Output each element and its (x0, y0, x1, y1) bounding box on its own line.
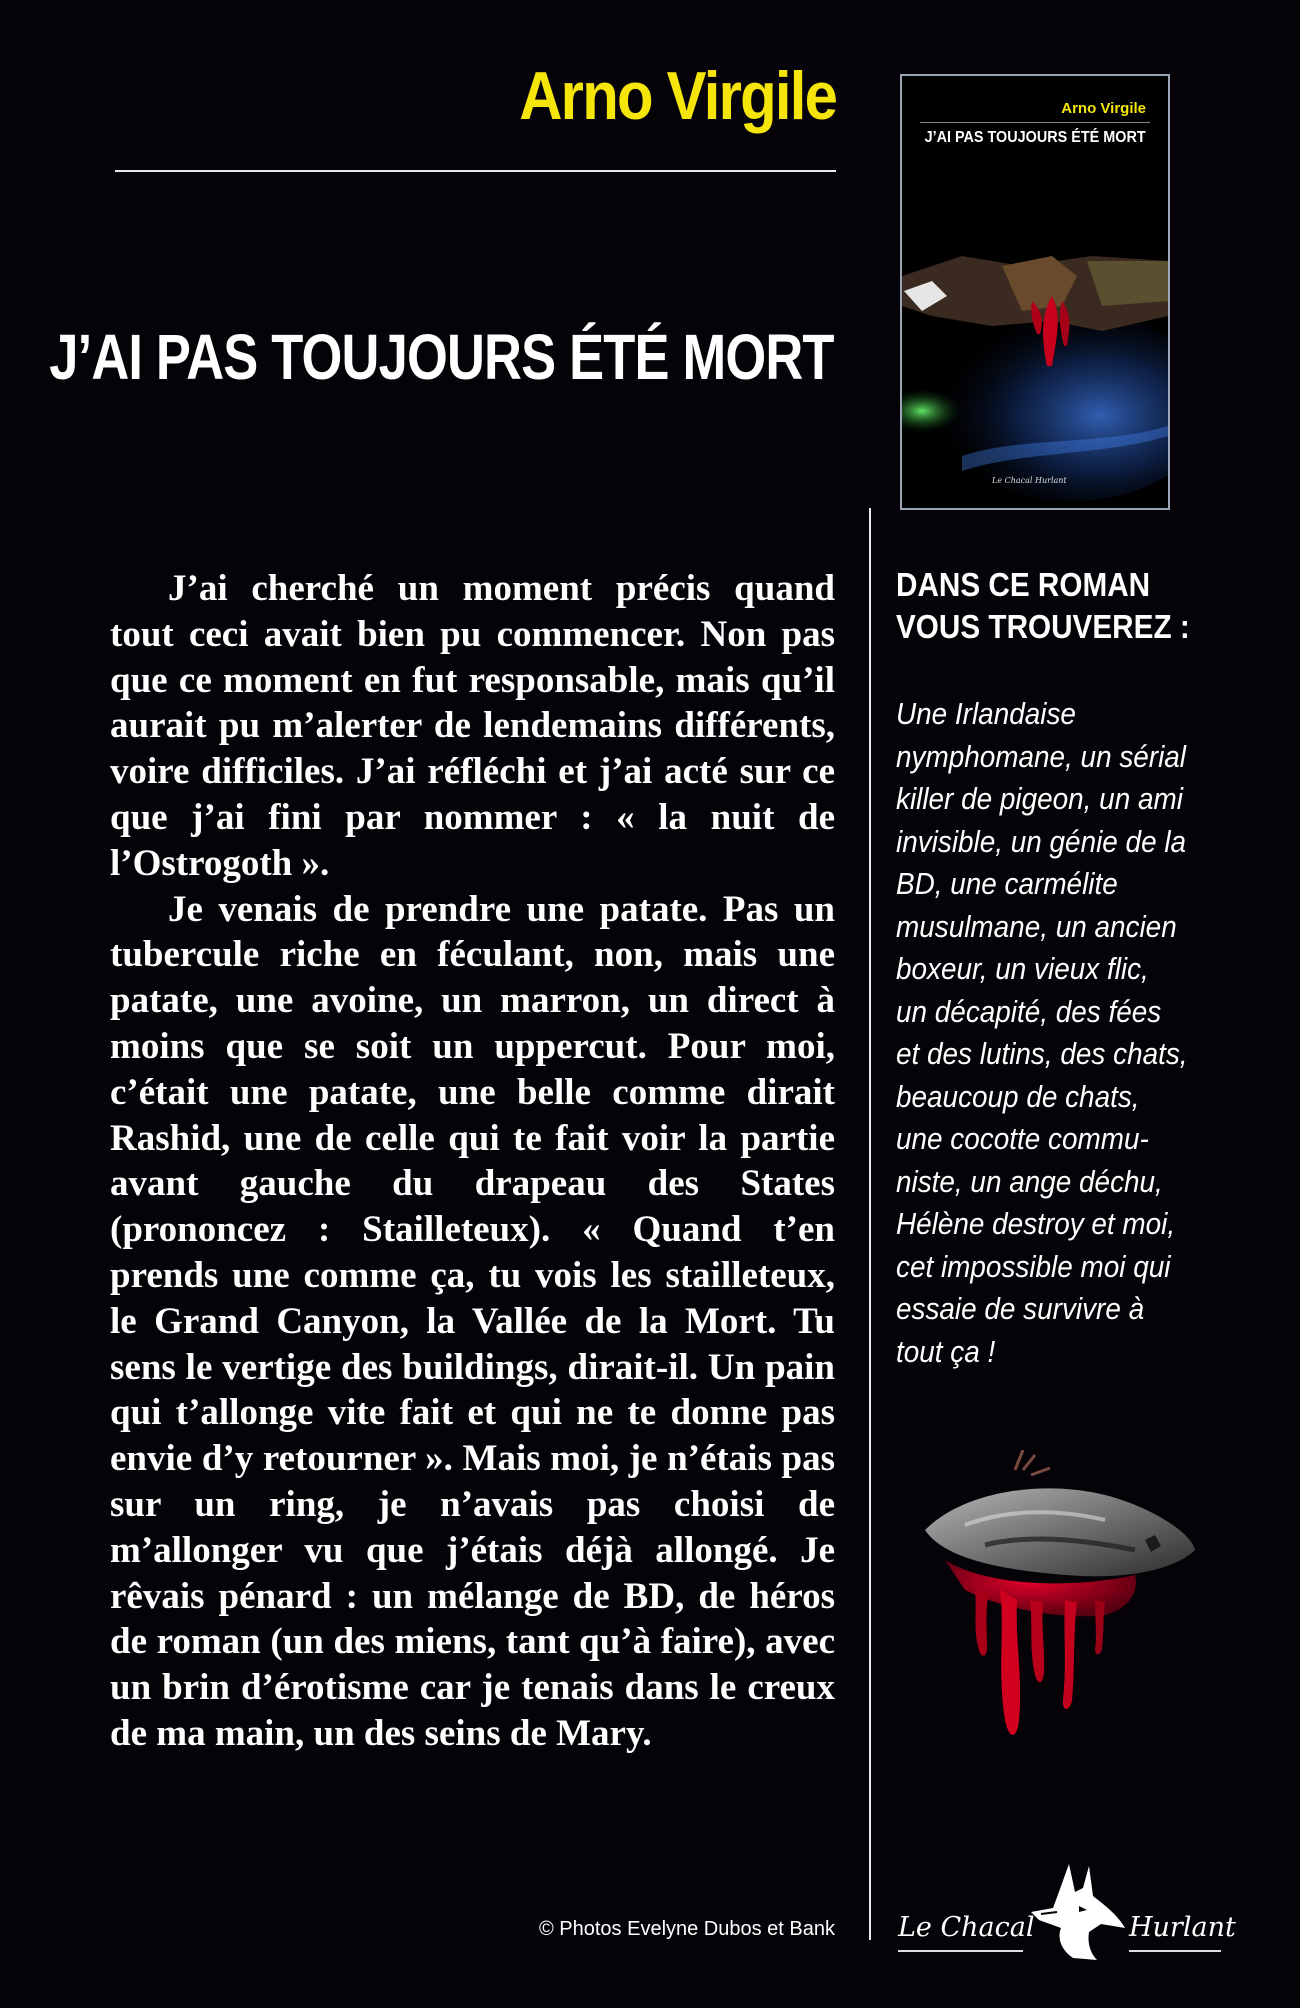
photo-credit: © Photos Evelyne Dubos et Bank (538, 1918, 835, 1940)
sidebar-line: invisible, un génie de la (896, 823, 1187, 859)
header-rule (115, 170, 836, 172)
sidebar-line: un décapité, des fées (896, 993, 1162, 1029)
cover-illustration (902, 256, 1168, 510)
sidebar-line: killer de pigeon, un ami (896, 781, 1183, 816)
publisher-name-left: Le Chacal (898, 1912, 1035, 1943)
publisher-underline-left (898, 1950, 1023, 1952)
sidebar-line: Hélène destroy et moi, (896, 1206, 1176, 1241)
cover-title: J’AI PAS TOUJOURS ÉTÉ MORT (924, 129, 1146, 146)
excerpt-text (110, 566, 835, 1757)
sidebar-line: boxeur, un vieux flic, (896, 951, 1149, 986)
publisher-name-right: Hurlant (1129, 1912, 1236, 1943)
sidebar-line: tout ça ! (896, 1333, 996, 1369)
dead-pigeon-illustration (905, 1450, 1205, 1780)
sidebar-line: essaie de survivre à (896, 1291, 1145, 1326)
sidebar-line: beaucoup de chats, (896, 1078, 1140, 1114)
book-cover (900, 74, 1170, 510)
publisher-logo (893, 1862, 1236, 1962)
sidebar-heading-line-2: VOUS TROUVEREZ : (896, 608, 1190, 645)
column-divider (869, 508, 871, 1940)
author-name: Arno Virgile (519, 58, 836, 134)
book-title: J’AI PAS TOUJOURS ÉTÉ MORT (49, 321, 834, 393)
sidebar-heading-line-1: DANS CE ROMAN (896, 566, 1151, 603)
sidebar-line: nymphomane, un sérial (896, 738, 1187, 774)
sidebar-line: et des lutins, des chats, (896, 1036, 1188, 1071)
sidebar-line: niste, un ange déchu, (896, 1163, 1163, 1199)
sidebar-line: Une Irlandaise (896, 696, 1076, 731)
sidebar-heading (896, 564, 1202, 648)
publisher-underline-right (1129, 1950, 1221, 1952)
cover-publisher-logo: Le Chacal Hurlant (992, 476, 1067, 485)
excerpt-paragraph-1: J’ai cherché un moment précis quand tout ceci avait bien pu commencer. Non pas que ce moment en fut responsable, mais qu’il aurait pu m’alerter de lendemains différents, voire difficiles. J’ai réfléchi et j’ai acté sur ce que j’ai fini par nommer : « la nuit de l’Ostrogoth ». (110, 568, 835, 884)
excerpt-paragraph-2: Je venais de prendre une patate. Pas un tubercule riche en féculant, non, mais une patate, une avoine, un marron, un direct à moins que se soit un uppercut. Pour moi, c’était une patate, une belle comme dirait Rashid, une de celle qui te fait voir la partie avant gauche du drapeau des States (prononcez : Stailleteux). « Quand t’en prends une comme ça, tu vois les stailleteux, le Grand Canyon, la Vallée de la Mort. Tu sens le vertige des buildings, dirait-il. Un pain qui t’allonge vite fait et qui ne te donne pas envie d’y retourner ». Mais moi, je n’étais pas sur un ring, je n’avais pas choisi de m’allonger vu que j’étais déjà allongé. Je rêvais pénard : un mélange de BD, de héros de roman (un des miens, tant qu’à faire), avec un brin d’érotisme car je tenais dans le creux de ma main, un des seins de Mary. (110, 888, 835, 1754)
sidebar-line: cet impossible moi qui (896, 1248, 1171, 1284)
cover-rule (920, 122, 1150, 123)
cover-author: Arno Virgile (1061, 100, 1146, 117)
sidebar-line: une cocotte commu- (896, 1121, 1149, 1156)
sidebar-line: musulmane, un ancien (896, 908, 1177, 944)
sidebar-line: BD, une carmélite (896, 866, 1118, 901)
jackal-head-icon (1031, 1862, 1127, 1962)
sidebar-description (896, 693, 1236, 1373)
